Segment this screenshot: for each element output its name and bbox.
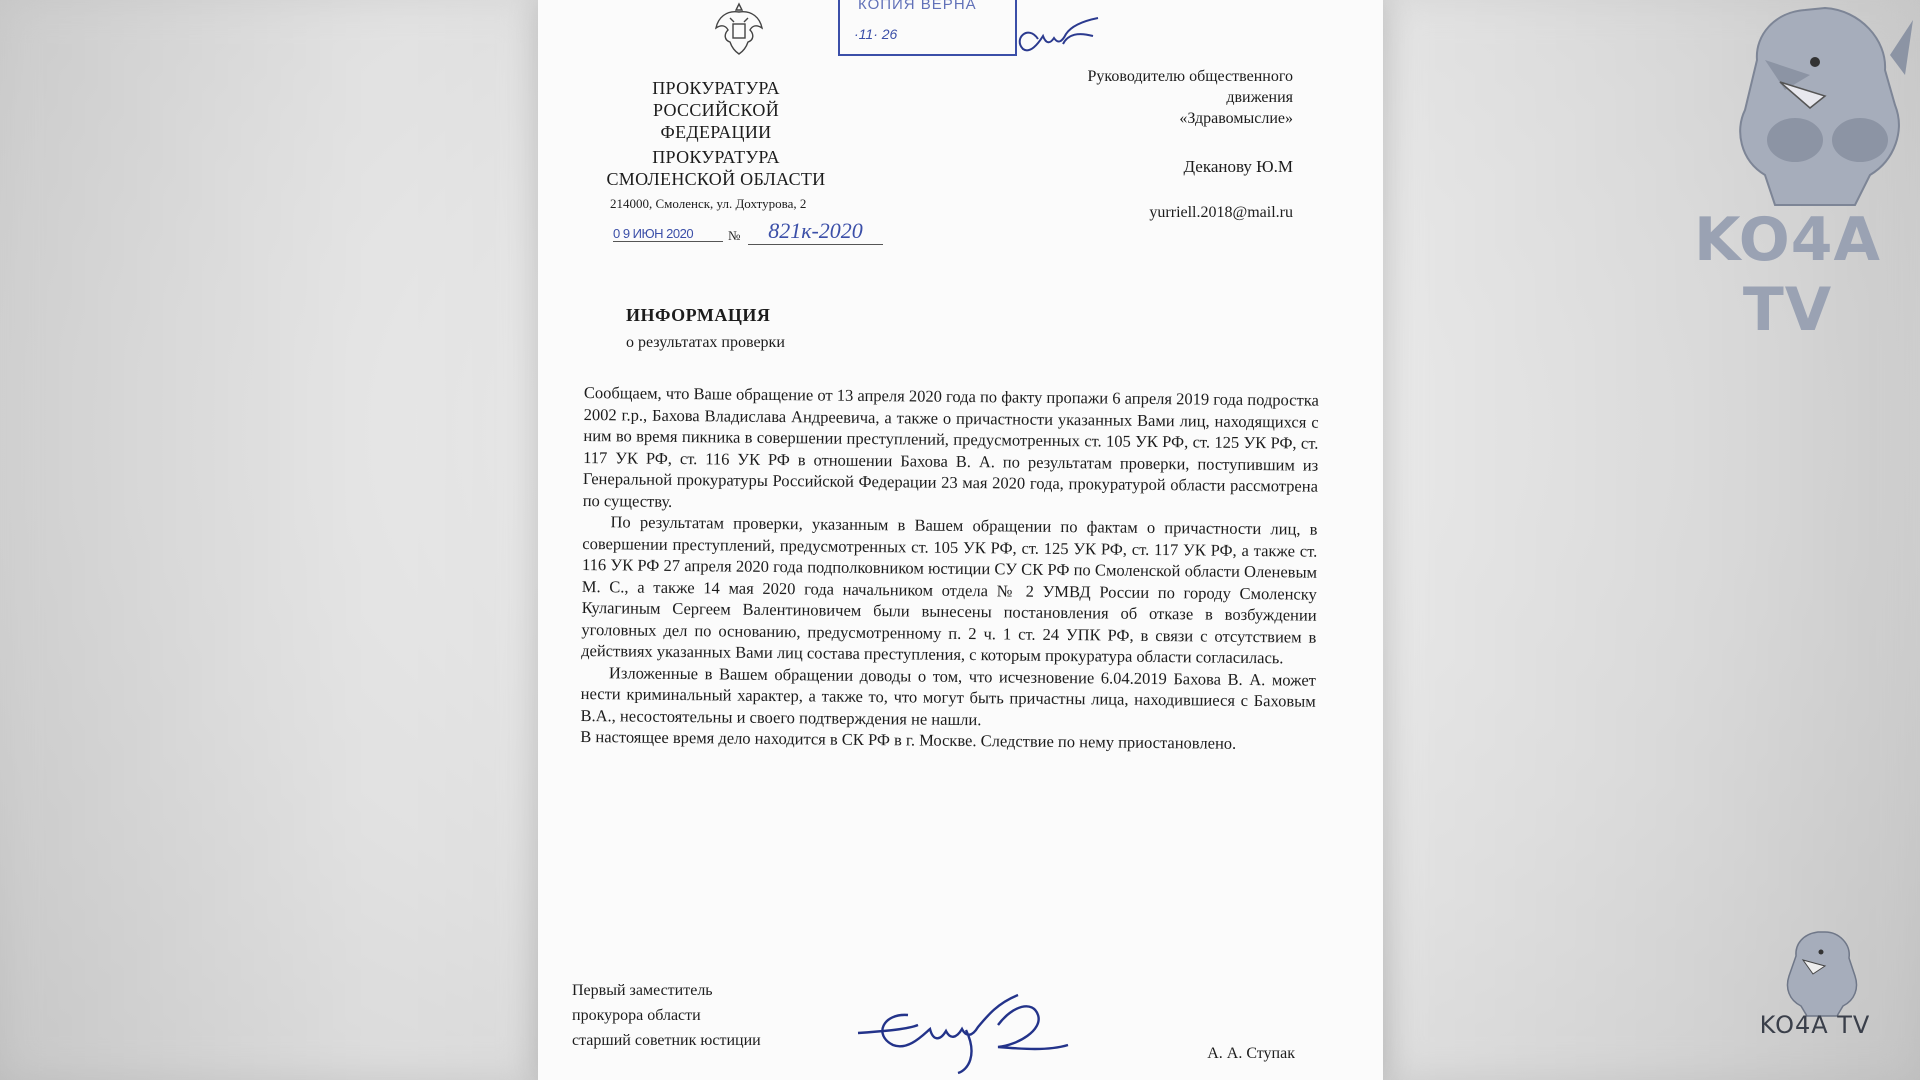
stamp-date: ·11· 26 <box>854 26 898 42</box>
shark-mascot-small-icon <box>1763 928 1863 1018</box>
signer-name: А. А. Ступак <box>1207 1045 1295 1062</box>
header-line: ПРОКУРАТУРА <box>652 147 780 167</box>
header-prosecutor-smolensk <box>596 146 836 190</box>
handwritten-signature-icon <box>848 985 1078 1075</box>
signatory-title <box>572 978 761 1053</box>
stamp-signature-icon <box>1008 14 1108 64</box>
recipient-line: «Здравомыслие» <box>1179 110 1293 127</box>
recipient-line: движения <box>1226 89 1293 106</box>
stamp-text: КОПИЯ ВЕРНА <box>858 0 977 13</box>
recipient-email: yurriell.2018@mail.ru <box>1149 204 1293 221</box>
header-line: РОССИЙСКОЙ ФЕДЕРАЦИИ <box>652 100 780 142</box>
header-prosecutor-rf <box>596 77 836 143</box>
header-line: СМОЛЕНСКОЙ ОБЛАСТИ <box>606 169 826 189</box>
body-paragraph: Изложенные в Вашем обращении доводы о том, что исчезновение 6.04.2019 Бахова В. А. может нести криминальный характер, а также то, что могут быть причастны лица, находившиеся с Баховым В.А., несостоятельны и своего подтверждения не нашли. <box>580 662 1317 729</box>
recipient-name: Деканову Ю.М <box>1183 157 1293 176</box>
channel-watermark-large: KO4A TV <box>1694 205 1881 345</box>
signatory-line: Первый заместитель <box>572 982 713 999</box>
document-body <box>580 382 1319 755</box>
body-paragraph: Сообщаем, что Ваше обращение от 13 апреля 2020 года по факту пропажи 6 апреля 2019 года подростка 2002 г.р., Бахова Владислава Андреевича, а также о причастности указанных Вами лиц, находящихся с ним во время пикника в совершении преступлений, предусмотренных ст. 105 УК РФ, ст. 125 УК РФ, ст. 117 УК РФ, ст. 116 УК РФ в отношении Бахова В. А. по результатам проверки, поступившим из Генеральной прокуратуры Российской Федерации 23 мая 2020 года, прокуратурой области рассмотрена по существу. <box>582 382 1319 511</box>
recipient-line: Руководителю общественного <box>1087 68 1293 85</box>
registration-number: 821к-2020 <box>748 218 883 245</box>
header-line: ПРОКУРАТУРА <box>652 78 780 98</box>
header-address: 214000, Смоленск, ул. Дохтурова, 2 <box>610 196 807 211</box>
registration-date: 0 9 ИЮН 2020 <box>613 226 723 242</box>
signatory-line: старший советник юстиции <box>572 1032 761 1049</box>
signatory-line: прокурора области <box>572 1007 701 1024</box>
blurred-background-left <box>0 0 540 1080</box>
registration-number-label: № <box>728 228 741 243</box>
document-title: ИНФОРМАЦИЯ <box>626 305 771 325</box>
body-paragraph: В настоящее время дело находится в СК РФ в г. Москве. Следствие по нему приостановлено. <box>580 726 1237 753</box>
document-subtitle: о результатах проверки <box>626 334 785 351</box>
body-paragraph: По результатам проверки, указанным в Вашем обращении по фактам о причастности лиц, в совершении преступлений, предусмотренных ст. 105 УК РФ, ст. 125 УК РФ, ст. 117 УК РФ, а также ст. 116 УК РФ 27 апреля 2020 года подполковником юстиции СУ СК РФ по Смоленской области Оленевым М. С., а также 14 мая 2020 года начальником отдела № 2 УМВД России по городу Смоленску Кулагиным Сергеем Валентиновичем были вынесены постановления об отказе в возбуждении уголовных дел по основанию, предусмотренному п. 2 ч. 1 ст. 24 УПК РФ, в связи с отсутствием в действиях указанных Вами лиц состава преступления, с которым прокуратура области согласилась. <box>581 512 1318 668</box>
copy-verified-stamp <box>838 0 1017 56</box>
channel-watermark-small: KO4A TV <box>1759 1011 1871 1039</box>
recipient-block <box>993 66 1293 129</box>
russian-coat-of-arms-icon <box>712 0 766 56</box>
document-page <box>538 0 1383 1080</box>
